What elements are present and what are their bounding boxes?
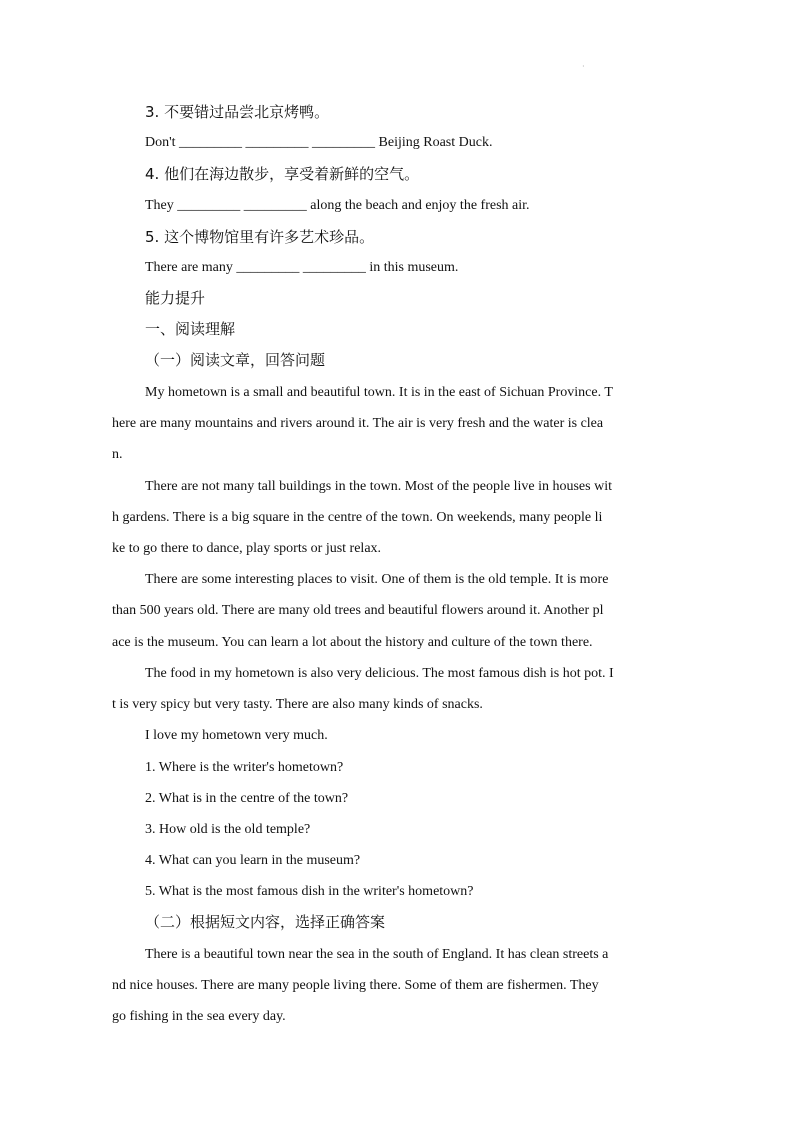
- passage1-line: n.: [112, 447, 123, 462]
- question-item: 1. Where is the writer's hometown?: [145, 760, 344, 775]
- heading-part1: （一）阅读文章，回答问题: [145, 351, 326, 369]
- passage1-line: ke to go there to dance, play sports or just relax.: [112, 541, 382, 556]
- question-item: 4. What can you learn in the museum?: [145, 853, 361, 868]
- heading-reading: 一、阅读理解: [145, 320, 236, 338]
- passage1-line: There are not many tall buildings in the town. Most of the people live in houses wit: [145, 479, 612, 494]
- passage1-line: t is very spicy but very tasty. There are also many kinds of snacks.: [112, 697, 483, 712]
- question-item: 3. How old is the old temple?: [145, 822, 311, 837]
- q4-english-blank: They _________ _________ along the beach and enjoy the fresh air.: [145, 198, 530, 213]
- passage1-line: than 500 years old. There are many old trees and beautiful flowers around it. Another pl: [112, 603, 604, 618]
- passage2-line: nd nice houses. There are many people living there. Some of them are fishermen. They: [112, 978, 599, 993]
- passage1-line: here are many mountains and rivers around it. The air is very fresh and the water is clea: [112, 416, 604, 431]
- heading-part2: （二）根据短文内容，选择正确答案: [145, 913, 386, 931]
- passage1-line: The food in my hometown is also very delicious. The most famous dish is hot pot. I: [145, 666, 614, 681]
- passage1-line: There are some interesting places to visit. One of them is the old temple. It is more: [145, 572, 609, 587]
- q5-english-blank: There are many _________ _________ in this museum.: [145, 260, 459, 275]
- passage1-line: I love my hometown very much.: [145, 728, 328, 743]
- passage2-line: go fishing in the sea every day.: [112, 1009, 286, 1024]
- q4-chinese: 4. 他们在海边散步，享受着新鲜的空气。: [145, 165, 420, 183]
- passage1-line: h gardens. There is a big square in the centre of the town. On weekends, many people li: [112, 510, 603, 525]
- question-item: 2. What is in the centre of the town?: [145, 791, 349, 806]
- question-item: 5. What is the most famous dish in the writer's hometown?: [145, 884, 474, 899]
- q3-chinese: 3. 不要错过品尝北京烤鸭。: [145, 103, 330, 121]
- heading-ability: 能力提升: [145, 289, 206, 307]
- passage1-line: ace is the museum. You can learn a lot about the history and culture of the town there.: [112, 635, 593, 650]
- page-mark: ·: [582, 62, 585, 71]
- q5-chinese: 5. 这个博物馆里有许多艺术珍品。: [145, 228, 375, 246]
- passage2-line: There is a beautiful town near the sea in the south of England. It has clean streets a: [145, 947, 609, 962]
- passage1-line: My hometown is a small and beautiful town. It is in the east of Sichuan Province. T: [145, 385, 613, 400]
- q3-english-blank: Don't _________ _________ _________ Beijing Roast Duck.: [145, 135, 493, 150]
